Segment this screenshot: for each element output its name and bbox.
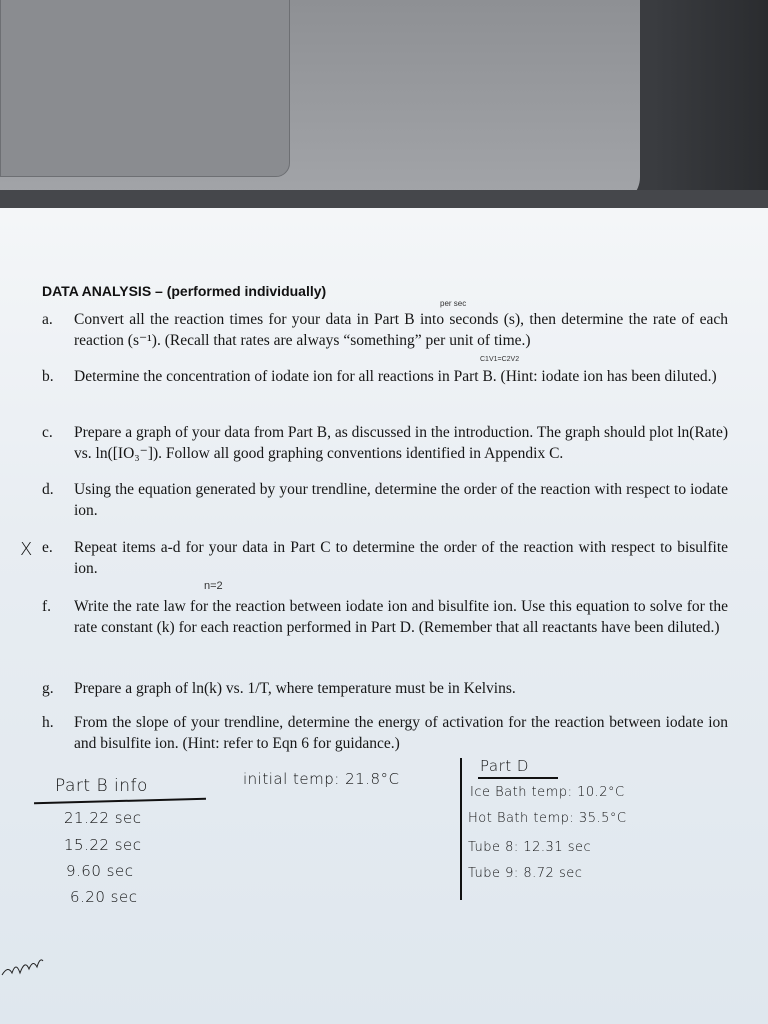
partb-title: Part B info [55,776,148,796]
note-order: n=2 [204,580,223,592]
item-d [42,479,728,521]
item-h [42,712,728,754]
item-text: Convert all the reaction times for your data in Part B into seconds (s), then determine the rate of each reaction (s⁻¹). (Recall that rates are always “something” per unit of time.) [74,311,728,349]
laptop-background [0,0,768,215]
partd-underline [478,777,558,779]
laptop-trackpad [0,0,290,177]
partd-line: Ice Bath temp: 10.2°C [470,785,625,800]
partb-time: 6.20 sec [70,888,138,906]
item-f [42,596,728,638]
note-per-sec: per sec [440,299,467,308]
divider-line [460,758,462,900]
item-text: Write the rate law for the reaction between iodate ion and bisulfite ion. Use this equation to solve for the rate constant (k) for each reaction performed in Part D. (Remember that all reactants have been diluted.) [74,598,728,636]
item-text: Determine the concentration of iodate ion for all reactions in Part B. (Hint: iodate ion has been diluted.) [74,368,717,385]
initial-temp: initial temp: 21.8°C [243,770,400,788]
item-label: f. [42,598,52,615]
item-text: Using the equation generated by your trendline, determine the order of the reaction with respect to iodate ion. [74,481,728,519]
item-e [42,537,728,579]
item-label: e. [42,539,53,556]
item-label: d. [42,481,54,498]
signature-scribble [0,945,50,985]
item-label: g. [42,680,54,697]
item-text: Prepare a graph of your data from Part B, as discussed in the introduction. The graph should plot ln(Rate) vs. ln([IO₃⁻]). Follow all good graphing conventions identified in Appendix C. [74,424,729,462]
item-c [42,422,728,464]
item-text: Prepare a graph of ln(k) vs. 1/T, where temperature must be in Kelvins. [74,680,516,697]
item-label: b. [42,368,54,385]
partb-time: 9.60 sec [66,862,134,880]
item-text: Repeat items a-d for your data in Part C to determine the order of the reaction with respect to bisulfite ion. [74,539,728,577]
partb-time: 15.22 sec [64,836,142,854]
partb-time: 21.22 sec [64,809,142,827]
item-g [42,678,728,699]
note-dilution: C1V1=C2V2 [480,356,520,363]
section-heading: DATA ANALYSIS – (performed individually) [42,283,327,299]
partd-line: Tube 9: 8.72 sec [468,866,583,881]
item-label: a. [42,311,53,328]
item-b [42,366,728,387]
item-label: h. [42,714,54,731]
partd-line: Hot Bath temp: 35.5°C [468,811,627,826]
partd-line: Tube 8: 12.31 sec [468,840,592,855]
item-text: From the slope of your trendline, determine the energy of activation for the reaction between iodate ion and bisulfite ion. (Hint: refer to Eqn 6 for guidance.) [74,714,728,752]
item-label: c. [42,424,53,441]
item-a [42,309,728,351]
partd-title: Part D [480,757,529,775]
strike-mark: X [20,539,33,560]
